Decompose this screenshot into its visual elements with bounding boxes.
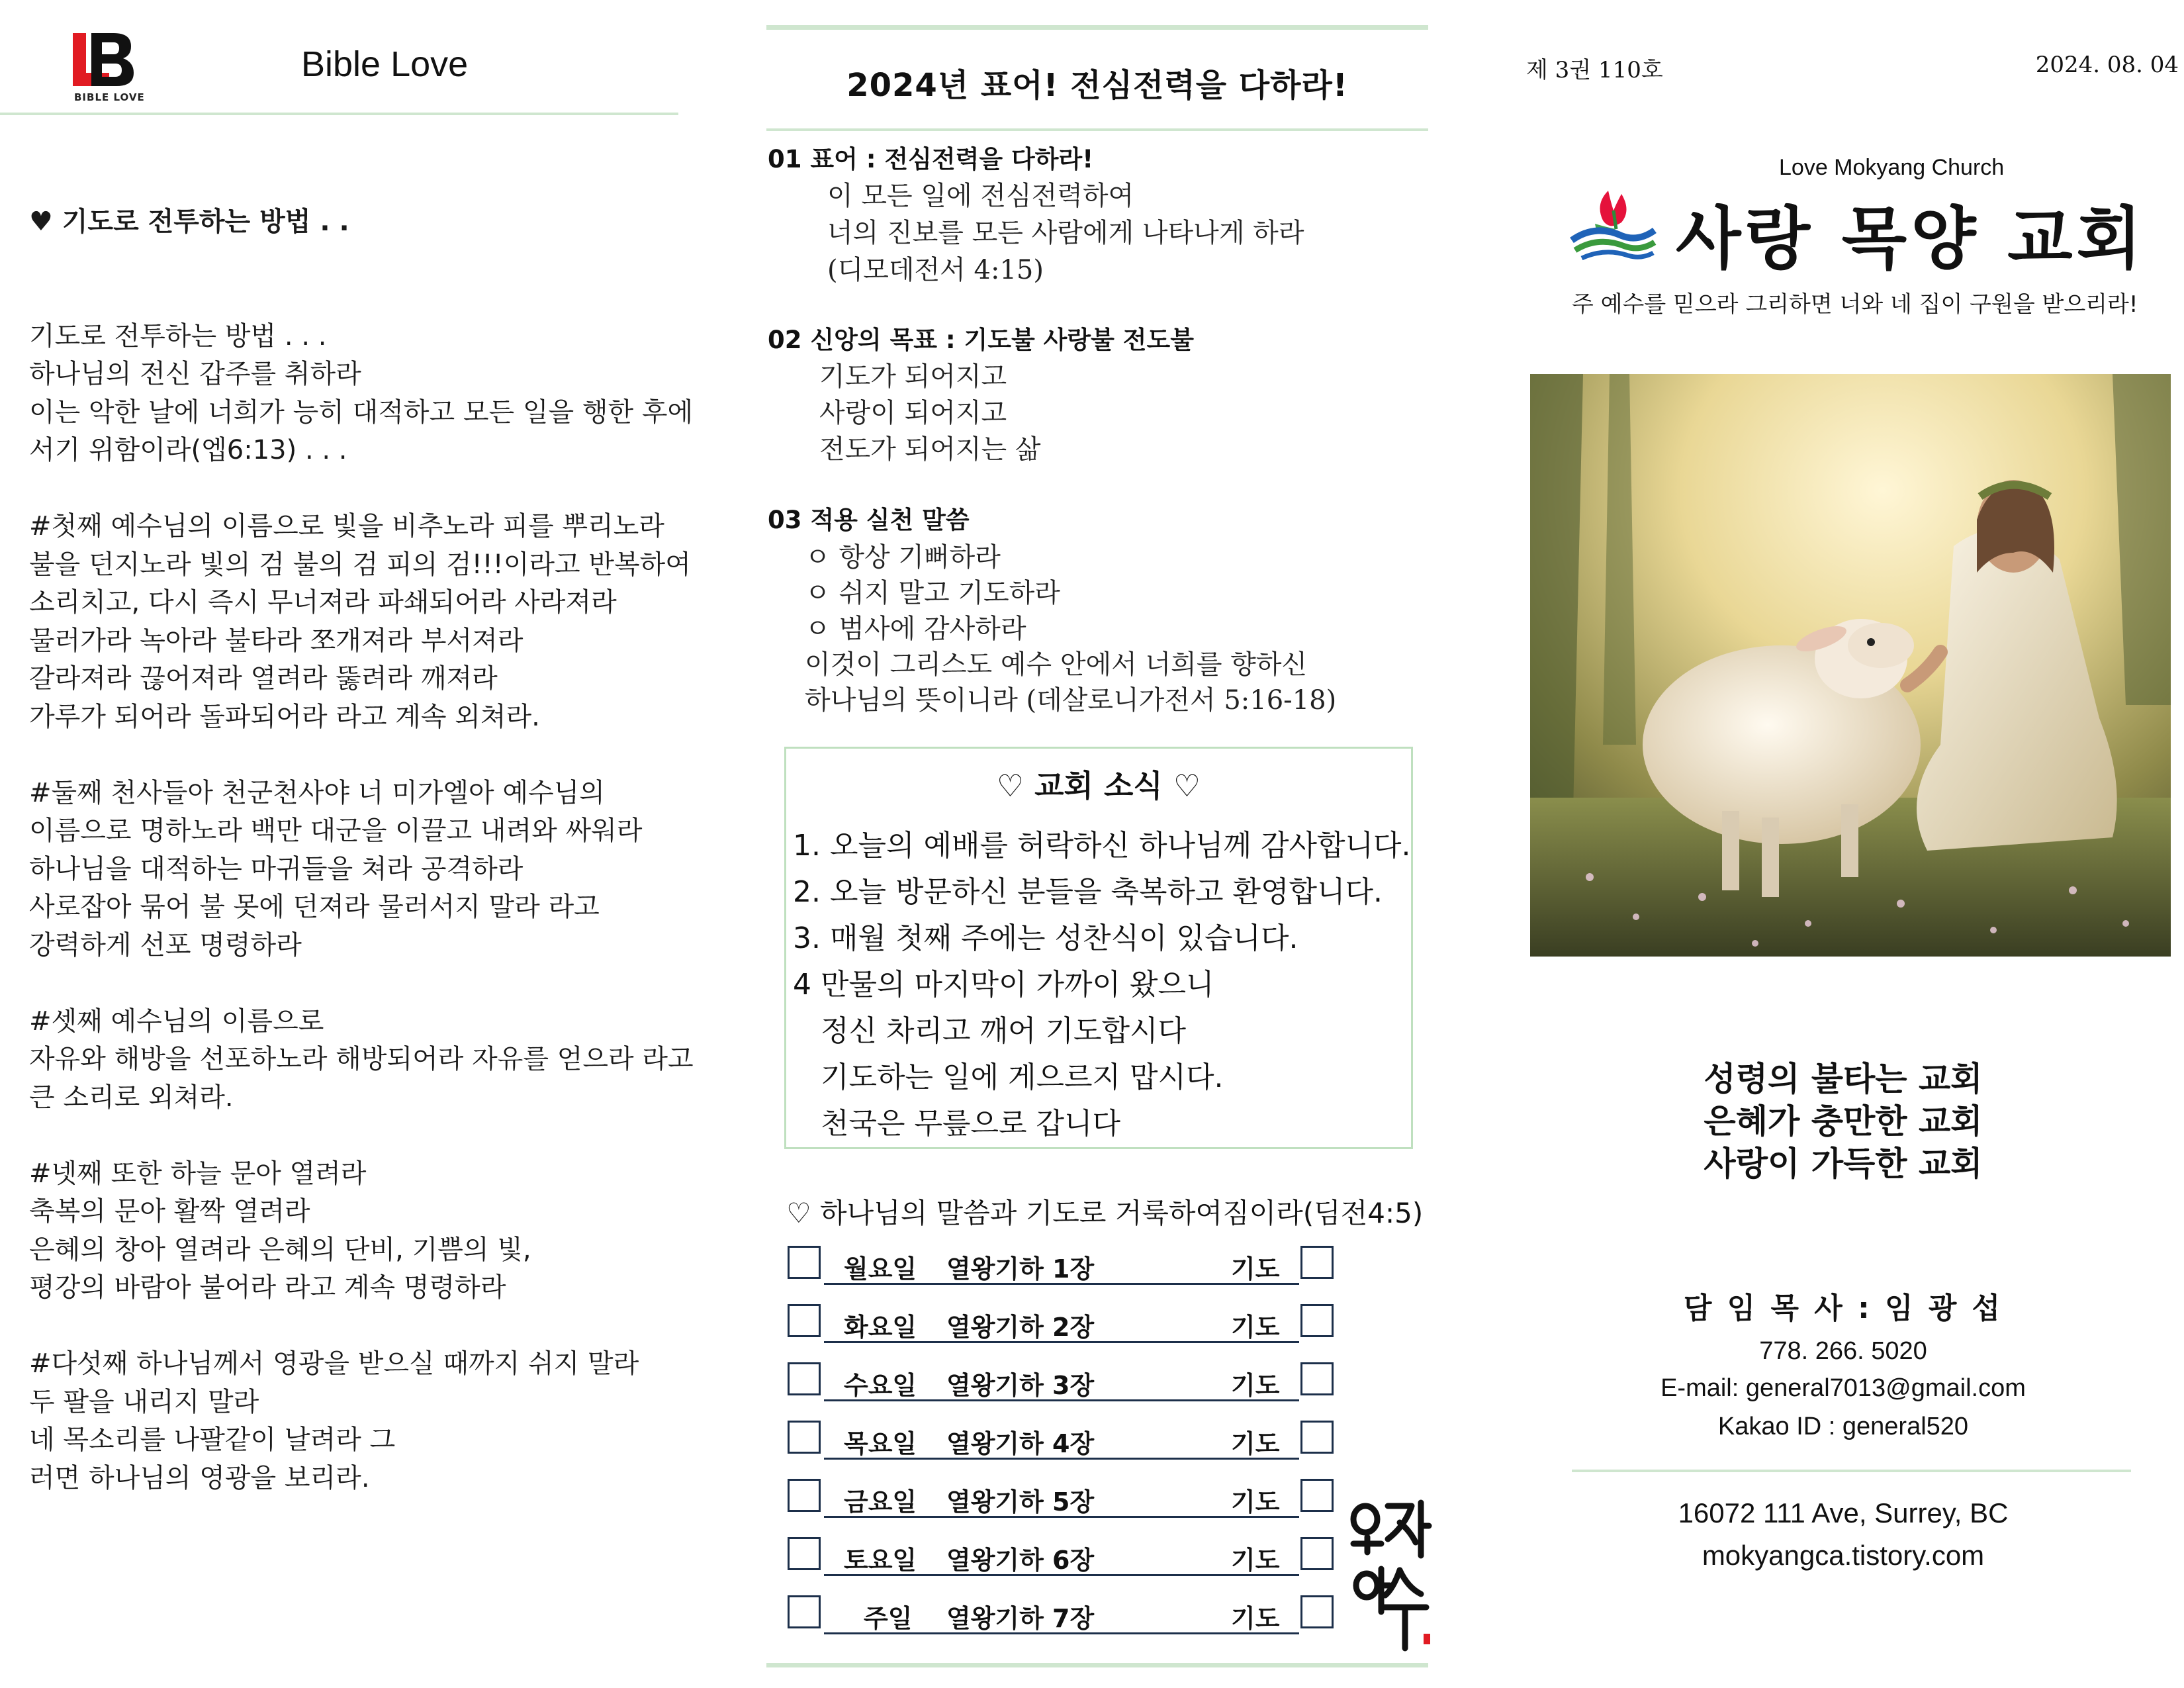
news-title: ♡ 교회 소식 ♡ bbox=[996, 768, 1201, 804]
article-line: 네 목소리를 나팔같이 날려라 그 bbox=[29, 1425, 396, 1455]
prayer-checkbox[interactable] bbox=[1300, 1362, 1334, 1395]
kakao-id: Kakao ID : general520 bbox=[1717, 1413, 1969, 1440]
prayer-checkbox[interactable] bbox=[1300, 1304, 1334, 1337]
prayer-checkbox[interactable] bbox=[1300, 1246, 1334, 1279]
news-item: 정신 차리고 깨어 기도합시다 bbox=[821, 1014, 1187, 1048]
chapter-label: 열왕기하 2장 bbox=[946, 1313, 1095, 1342]
day-label: 수요일 bbox=[844, 1371, 917, 1400]
article-heading: ♥ 기도로 전투하는 방법 . . bbox=[29, 207, 349, 237]
reading-checkbox[interactable] bbox=[788, 1362, 821, 1395]
reading-row bbox=[788, 1479, 1423, 1519]
article-line: #둘째 천사들아 천군천사야 너 미가엘아 예수님의 bbox=[29, 777, 605, 808]
church-name: 사랑 목양 교회 bbox=[1676, 200, 2146, 279]
article-line: 불을 던지노라 빛의 검 불의 검 피의 검!!!이라고 반복하여 bbox=[29, 549, 691, 580]
day-label: 금요일 bbox=[844, 1487, 917, 1517]
article-line bbox=[29, 1117, 691, 1155]
prayer-checkbox[interactable] bbox=[1300, 1479, 1334, 1512]
church-address: 16072 111 Ave, Surrey, BC bbox=[1678, 1497, 2009, 1528]
reading-row bbox=[788, 1246, 1423, 1286]
section-heading: 02 신앙의 목표 : 기도불 사랑불 전도불 bbox=[768, 326, 1194, 354]
left-panel bbox=[0, 0, 702, 1688]
prayer-label: 기도 bbox=[1231, 1429, 1280, 1458]
article-line: #셋째 예수님의 이름으로 bbox=[29, 1006, 324, 1037]
news-item: 천국은 무릎으로 갑니다 bbox=[821, 1107, 1121, 1141]
article-line: 갈라져라 끊어져라 열려라 뚫려라 깨져라 bbox=[29, 663, 498, 694]
news-item: 1. 오늘의 예배를 허락하신 하나님께 감사합니다. bbox=[793, 829, 1411, 863]
news-item: 2. 오늘 방문하신 분들을 축복하고 환영합니다. bbox=[793, 875, 1383, 909]
prayer-label: 기도 bbox=[1231, 1546, 1280, 1575]
chapter-label: 열왕기하 3장 bbox=[946, 1371, 1095, 1400]
section-line: ㅇ 쉬지 말고 기도하라 bbox=[805, 578, 1060, 608]
reading-row bbox=[788, 1304, 1423, 1344]
article-line: 평강의 바람아 불어라 라고 계속 명령하라 bbox=[29, 1272, 506, 1303]
reading-checkbox[interactable] bbox=[788, 1304, 821, 1337]
article-line: 사로잡아 묶어 불 못에 던져라 물러서지 말라 라고 bbox=[29, 892, 600, 922]
section-line: 너의 진보를 모든 사람에게 나타나게 하라 bbox=[827, 218, 1304, 248]
article-line: 하나님의 전신 갑주를 취하라 bbox=[29, 359, 361, 389]
article-line: 물러가라 녹아라 불타라 쪼개져라 부서져라 bbox=[29, 625, 523, 656]
article-line bbox=[29, 1307, 691, 1346]
section-line: 이 모든 일에 전심전력하여 bbox=[827, 181, 1134, 211]
prayer-label: 기도 bbox=[1231, 1254, 1280, 1284]
reading-row bbox=[788, 1537, 1423, 1577]
middle-panel bbox=[754, 0, 1443, 1688]
article-line: 이름으로 명하노라 백만 대군을 이끌고 내려와 싸워라 bbox=[29, 816, 643, 846]
divider bbox=[0, 113, 678, 115]
article-line: 은혜의 창아 열려라 은혜의 단비, 기쁨의 빛, bbox=[29, 1234, 531, 1265]
jesus-with-lamb-image bbox=[1530, 374, 2171, 957]
prayer-article bbox=[29, 127, 694, 1573]
article-line: 이는 악한 날에 너희가 능히 대적하고 모든 일을 행한 후에 bbox=[29, 397, 694, 428]
section-line: ㅇ 범사에 감사하라 bbox=[805, 614, 1026, 644]
article-line bbox=[29, 736, 691, 774]
article-line: 두 팔을 내리지 말라 bbox=[29, 1386, 259, 1417]
prayer-label: 기도 bbox=[1231, 1487, 1280, 1517]
issue-date: 2024. 08. 04 bbox=[2035, 52, 2179, 78]
divider bbox=[766, 25, 1428, 30]
divider bbox=[766, 1663, 1428, 1667]
news-item: 3. 매월 첫째 주에는 성찬식이 있습니다. bbox=[793, 921, 1298, 955]
article-lines bbox=[29, 318, 694, 1498]
reading-checkbox[interactable] bbox=[788, 1246, 821, 1279]
article-line: 러면 하나님의 영광을 보리라. bbox=[29, 1462, 370, 1493]
article-line: 가루가 되어라 돌파되어라 라고 계속 외쳐라. bbox=[29, 701, 540, 732]
prayer-checkbox[interactable] bbox=[1300, 1421, 1334, 1454]
senior-pastor: 담 임 목 사 : 임 광 섭 bbox=[1683, 1291, 2003, 1325]
reading-checkbox[interactable] bbox=[788, 1537, 821, 1570]
reading-checkbox[interactable] bbox=[788, 1595, 821, 1628]
verse-line: ♡ 하나님의 말씀과 기도로 거룩하여짐이라(딤전4:5) bbox=[786, 1197, 1424, 1229]
day-label: 주일 bbox=[864, 1604, 913, 1633]
prayer-label: 기도 bbox=[1231, 1604, 1280, 1633]
church-motto: 주 예수를 믿으라 그리하면 너와 네 집이 구원을 받으리라! bbox=[1572, 291, 2138, 318]
section-line: 전도가 되어지는 삶 bbox=[819, 434, 1041, 465]
section-line: 기도가 되어지고 bbox=[819, 361, 1007, 392]
article-line: 자유와 해방을 선포하노라 해방되어라 자유를 얻으라 라고 bbox=[29, 1044, 694, 1074]
article-line: #다섯째 하나님께서 영광을 받으실 때까지 쉬지 말라 bbox=[29, 1348, 639, 1379]
article-line: 기도로 전투하는 방법 . . . bbox=[29, 320, 327, 352]
chapter-label: 열왕기하 5장 bbox=[946, 1487, 1095, 1517]
news-item: 기도하는 일에 게으르지 맙시다. bbox=[821, 1060, 1224, 1094]
news-item: 4 만물의 마지막이 가까이 왔으니 bbox=[793, 968, 1214, 1002]
prayer-checkbox[interactable] bbox=[1300, 1595, 1334, 1628]
prayer-label: 기도 bbox=[1231, 1371, 1280, 1400]
article-line bbox=[29, 470, 691, 508]
article-line: #넷째 또한 하늘 문아 열려라 bbox=[29, 1158, 367, 1189]
chapter-label: 열왕기하 6장 bbox=[946, 1546, 1095, 1575]
chapter-label: 열왕기하 1장 bbox=[946, 1254, 1095, 1284]
slogan: 성령의 불타는 교회 bbox=[1704, 1060, 1983, 1098]
reading-checkbox[interactable] bbox=[788, 1479, 821, 1512]
prayer-checkbox[interactable] bbox=[1300, 1537, 1334, 1570]
day-label: 토요일 bbox=[844, 1546, 917, 1575]
calligraphy-only-jesus bbox=[1347, 1489, 1433, 1655]
prayer-label: 기도 bbox=[1231, 1313, 1280, 1342]
slogan: 사랑이 가득한 교회 bbox=[1704, 1145, 1983, 1183]
day-label: 월요일 bbox=[844, 1254, 917, 1284]
church-slogans bbox=[1502, 1058, 2184, 1185]
email-address[interactable]: E-mail: general7013@gmail.com bbox=[1661, 1374, 2026, 1402]
article-line: 하나님을 대적하는 마귀들을 쳐라 공격하라 bbox=[29, 853, 523, 884]
reading-row bbox=[788, 1421, 1423, 1460]
article-line: 강력하게 선포 명령하라 bbox=[29, 929, 302, 961]
church-news-box bbox=[784, 747, 1413, 1149]
divider bbox=[766, 128, 1428, 131]
section-heading: 01 표어 : 전심전력을 다하라! bbox=[768, 145, 1094, 173]
section-line: 사랑이 되어지고 bbox=[819, 398, 1007, 428]
divider bbox=[1572, 1470, 2131, 1472]
section-line: ㅇ 항상 기뻐하라 bbox=[805, 542, 1001, 573]
slogan: 은혜가 충만한 교회 bbox=[1704, 1102, 1983, 1141]
article-line: #첫째 예수님의 이름으로 빛을 비추노라 피를 뿌리노라 bbox=[29, 511, 664, 541]
article-line bbox=[29, 964, 691, 1003]
article-line: 소리치고, 다시 즉시 무너져라 파쇄되어라 사라져라 bbox=[29, 587, 617, 618]
article-line: 축복의 문아 활짝 열려라 bbox=[29, 1196, 310, 1227]
article-line: 큰 소리로 외쳐라. bbox=[29, 1082, 234, 1113]
chapter-label: 열왕기하 4장 bbox=[946, 1429, 1095, 1458]
church-english-name: Love Mokyang Church bbox=[1779, 155, 2005, 180]
article-line: 서기 위함이라(엡6:13) . . . bbox=[29, 435, 347, 465]
church-website[interactable]: mokyangca.tistory.com bbox=[1702, 1540, 1985, 1571]
cover-panel bbox=[1502, 0, 2184, 1688]
section-line: 하나님의 뜻이니라 (데살로니가전서 5:16-18) bbox=[805, 685, 1337, 716]
phone-number: 778. 266. 5020 bbox=[1759, 1337, 1927, 1365]
section-line: 이것이 그리스도 예수 안에서 너희를 향하신 bbox=[805, 649, 1308, 680]
yearly-motto-title: 2024년 표어! 전심전력을 다하라! bbox=[846, 67, 1348, 104]
brand-title: Bible Love bbox=[301, 44, 469, 84]
church-logo-icon bbox=[1569, 184, 1658, 263]
issue-number: 제 3권 110호 bbox=[1526, 57, 1663, 83]
section-line: (디모데전서 4:15) bbox=[827, 255, 1044, 285]
chapter-label: 열왕기하 7장 bbox=[946, 1604, 1095, 1633]
day-label: 목요일 bbox=[844, 1429, 917, 1458]
reading-row bbox=[788, 1595, 1423, 1635]
day-label: 화요일 bbox=[844, 1313, 917, 1342]
logo-caption: BIBLE LOVE bbox=[74, 91, 145, 103]
section-heading: 03 적용 실천 말씀 bbox=[768, 506, 970, 534]
reading-row bbox=[788, 1362, 1423, 1402]
reading-checkbox[interactable] bbox=[788, 1421, 821, 1454]
